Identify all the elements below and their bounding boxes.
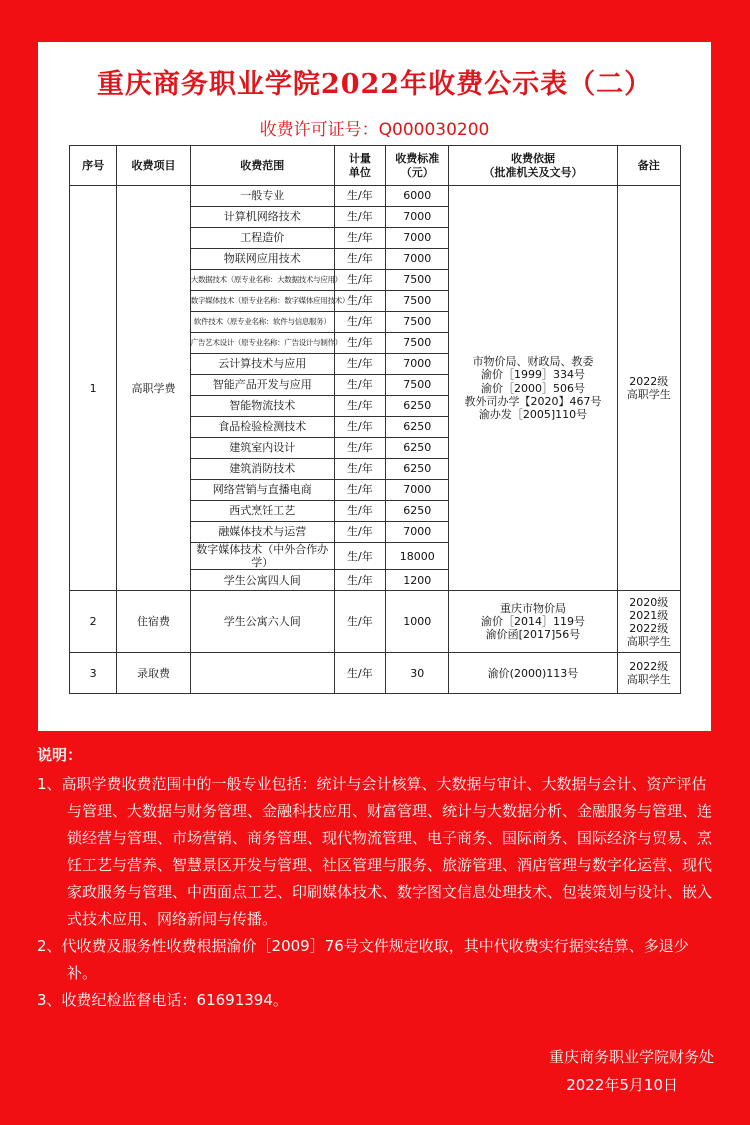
basis-cell (449, 653, 617, 694)
fee-cell: 7000 (386, 480, 449, 501)
header-unit (334, 146, 385, 186)
scope-cell: 建筑消防技术 (190, 459, 334, 480)
unit-cell: 生/年 (334, 522, 385, 543)
unit-cell: 生/年 (334, 186, 385, 207)
header-basis (449, 146, 617, 186)
fee-cell: 6000 (386, 186, 449, 207)
table-header-row (70, 146, 681, 186)
license-number: 收费许可证号：Q000030200 (259, 120, 490, 140)
item-cell: 录取费 (117, 653, 190, 694)
basis-line-4: 教外司办学【2020】467号 (464, 394, 602, 408)
header-seq: 序号 (70, 146, 117, 186)
scope-cell: 广告艺术设计（原专业名称：广告设计与制作） (190, 333, 334, 354)
unit-cell: 生/年 (334, 480, 385, 501)
fee-cell: 7000 (386, 354, 449, 375)
unit-cell: 生/年 (334, 438, 385, 459)
scope-cell: 物联网应用技术 (190, 249, 334, 270)
seq-cell: 3 (70, 653, 117, 694)
scope-cell: 学生公寓六人间 (190, 591, 334, 653)
unit-cell: 生/年 (334, 570, 385, 591)
basis-line-5: 渝办发［2005]110号 (478, 407, 588, 421)
fee-cell: 6250 (386, 417, 449, 438)
note-item-3: 3、收费纪检监督电话：61691394。 (37, 991, 288, 1009)
fee-cell: 18000 (386, 543, 449, 570)
note-line-1: 2020级 (629, 595, 669, 609)
fee-table-body (70, 186, 681, 694)
basis-cell (449, 591, 617, 653)
scope-cell: 计算机网络技术 (190, 207, 334, 228)
unit-cell: 生/年 (334, 375, 385, 396)
unit-cell: 生/年 (334, 312, 385, 333)
unit-cell: 生/年 (334, 354, 385, 375)
note-line-1: 2022级 (629, 375, 669, 388)
scope-cell: 数字媒体技术（中外合作办学） (190, 543, 334, 570)
basis-line-1: 市物价局、财政局、教委 (472, 355, 594, 369)
scope-cell: 智能产品开发与应用 (190, 375, 334, 396)
note-line-2: 高职学生 (626, 673, 671, 687)
note-line-4: 高职学生 (626, 635, 671, 649)
page-title: 重庆商务职业学院2022年收费公示表（二） (96, 69, 653, 100)
unit-cell: 生/年 (334, 417, 385, 438)
note-cell (617, 591, 680, 653)
unit-cell: 生/年 (334, 249, 385, 270)
scope-cell: 智能物流技术 (190, 396, 334, 417)
fee-cell: 1200 (386, 570, 449, 591)
basis-line-1: 渝价(2000)113号 (487, 666, 579, 680)
fee-cell: 7000 (386, 228, 449, 249)
table-row (70, 591, 681, 653)
header-basis-line-1: 收费依据 (510, 152, 555, 166)
scope-cell: 数字媒体技术（原专业名称：数字媒体应用技术） (190, 291, 334, 312)
header-note: 备注 (617, 146, 680, 186)
header-item: 收费项目 (117, 146, 190, 186)
scope-cell: 食品检验检测技术 (190, 417, 334, 438)
fee-cell: 7500 (386, 333, 449, 354)
note-line-2: 高职学生 (626, 388, 671, 402)
notes-title: 说明： (37, 746, 83, 764)
note-cell (617, 186, 680, 591)
basis-cell (449, 186, 617, 591)
fee-cell: 6250 (386, 438, 449, 459)
fee-cell: 7500 (386, 312, 449, 333)
fee-table (69, 145, 681, 694)
header-standard-line-2: （元） (400, 165, 434, 179)
header-basis-line-2: （批准机关及文号） (483, 165, 583, 179)
note-item-1: 1、高职学费收费范围中的一般专业包括：统计与会计核算、大数据与审计、大数据与会计、资产评估与管理、大数据与财务管理、金融科技应用、财富管理、统计与大数据分析、金融服务与管理、连锁经营与管理、市场营销、商务管理、现代物流管理、电子商务、国际商务、国际经济与贸易、烹饪工艺与营养、智慧景区开发与管理、社区管理与服务、旅游管理、酒店管理与数字化运营、现代家政服务与管理、中西面点工艺、印刷媒体技术、数字图文信息处理技术、包装策划与设计、嵌入式技术应用、网络新闻与传播。 (37, 775, 713, 928)
seq-cell: 1 (70, 186, 117, 591)
table-row (70, 653, 681, 694)
header-unit-line-2: 单位 (348, 165, 371, 179)
table-row (70, 186, 681, 207)
header-standard (386, 146, 449, 186)
fee-cell: 30 (386, 653, 449, 694)
note-line-2: 2021级 (629, 608, 669, 622)
scope-cell: 工程造价 (190, 228, 334, 249)
fee-cell: 7500 (386, 375, 449, 396)
scope-cell: 学生公寓四人间 (190, 570, 334, 591)
header-unit-line-1: 计量 (348, 152, 371, 166)
header-standard-line-1: 收费标准 (395, 152, 440, 166)
fee-notice-panel (38, 42, 711, 731)
fee-cell: 6250 (386, 459, 449, 480)
basis-line-3: 渝价［2000］506号 (480, 381, 585, 395)
unit-cell: 生/年 (334, 459, 385, 480)
unit-cell: 生/年 (334, 207, 385, 228)
unit-cell: 生/年 (334, 291, 385, 312)
seq-cell: 2 (70, 591, 117, 653)
basis-line-2: 渝价［1999］334号 (480, 368, 585, 382)
note-line-1: 2022级 (629, 660, 669, 674)
header-scope: 收费范围 (190, 146, 334, 186)
scope-cell: 融媒体技术与运营 (190, 522, 334, 543)
basis-line-3: 渝价函[2017]56号 (485, 628, 581, 642)
unit-cell: 生/年 (334, 501, 385, 522)
footer (549, 1043, 714, 1099)
scope-cell: 网络营销与直播电商 (190, 480, 334, 501)
unit-cell: 生/年 (334, 270, 385, 291)
fee-cell: 7000 (386, 249, 449, 270)
scope-cell: 软件技术（原专业名称：软件与信息服务） (190, 312, 334, 333)
item-cell: 住宿费 (117, 591, 190, 653)
note-cell (617, 653, 680, 694)
scope-cell: 西式烹饪工艺 (190, 501, 334, 522)
scope-cell: 云计算技术与应用 (190, 354, 334, 375)
scope-cell (190, 653, 334, 694)
fee-cell: 7500 (386, 291, 449, 312)
unit-cell: 生/年 (334, 591, 385, 653)
unit-cell: 生/年 (334, 543, 385, 570)
basis-line-1: 重庆市物价局 (499, 602, 566, 616)
fee-cell: 6250 (386, 501, 449, 522)
note-line-3: 2022级 (629, 621, 669, 635)
unit-cell: 生/年 (334, 396, 385, 417)
fee-cell: 7500 (386, 270, 449, 291)
basis-line-2: 渝价［2014］119号 (480, 615, 585, 629)
unit-cell: 生/年 (334, 333, 385, 354)
notes-section (37, 744, 717, 1014)
scope-cell: 建筑室内设计 (190, 438, 334, 459)
fee-cell: 6250 (386, 396, 449, 417)
fee-cell: 1000 (386, 591, 449, 653)
unit-cell: 生/年 (334, 228, 385, 249)
fee-cell: 7000 (386, 522, 449, 543)
fee-cell: 7000 (386, 207, 449, 228)
scope-cell: 大数据技术（原专业名称：大数据技术与应用） (190, 270, 334, 291)
footer-date: 2022年5月10日 (566, 1076, 678, 1094)
note-item-2: 2、代收费及服务性收费根据渝价［2009］76号文件规定收取，其中代收费实行据实结算、多退少补。 (37, 937, 689, 982)
scope-cell: 一般专业 (190, 186, 334, 207)
unit-cell: 生/年 (334, 653, 385, 694)
item-cell: 高职学费 (117, 186, 190, 591)
footer-org: 重庆商务职业学院财务处 (548, 1048, 714, 1066)
